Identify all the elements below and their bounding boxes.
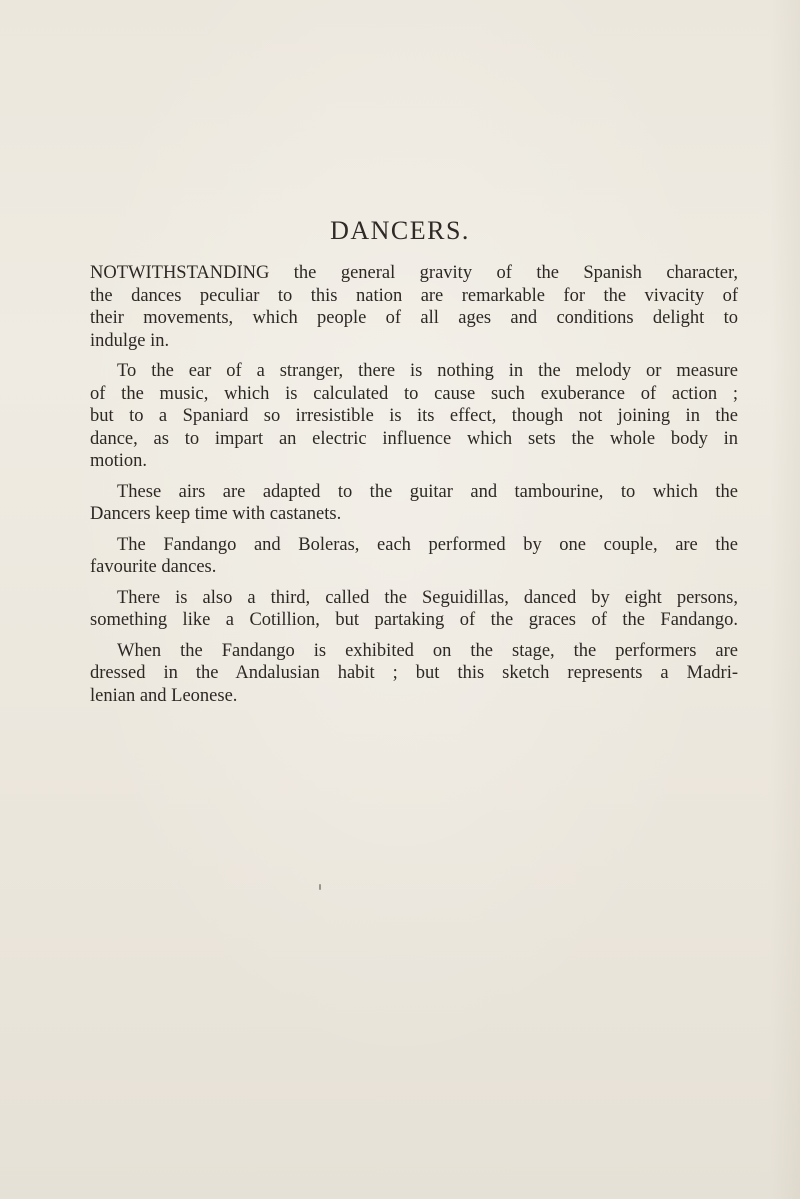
text-line: their movements, which people of all ages and conditions delight to (90, 308, 738, 328)
text-line: motion. (90, 451, 148, 471)
paragraph-5 (90, 587, 738, 632)
paragraph-3 (90, 481, 738, 526)
text-line: Dancers keep time with castanets. (90, 504, 342, 524)
body-text (90, 262, 738, 715)
paragraph-6 (90, 640, 738, 708)
paragraph-2 (90, 360, 738, 473)
text-line: dressed in the Andalusian habit ; but this sketch represents a Madri- (90, 663, 738, 683)
text-line: These airs are adapted to the guitar and tambourine, to which the (117, 481, 738, 502)
text-line: To the ear of a stranger, there is nothing in the melody or measure (117, 361, 738, 381)
text-line: dance, as to impart an electric influence which sets the whole body in (90, 428, 738, 449)
text-line: of the music, which is calculated to cause such exuberance of action ; (90, 383, 738, 404)
text-line: When the Fandango is exhibited on the stage, the performers are (117, 640, 738, 661)
page-title: DANCERS. (330, 216, 470, 245)
text-line: The Fandango and Boleras, each performed by one couple, are the (117, 534, 738, 555)
text-line: favourite dances. (90, 557, 217, 577)
paragraph-1 (90, 262, 738, 352)
text-line: There is also a third, called the Seguidillas, danced by eight persons, (117, 587, 738, 608)
text-line: but to a Spaniard so irresistible is its effect, though not joining in the (90, 406, 738, 426)
text-line: indulge in. (90, 330, 170, 351)
text-line: NOTWITHSTANDING the general gravity of the Spanish character, (90, 263, 738, 283)
paper-speck (319, 884, 321, 890)
page-edge-shading (770, 0, 800, 1199)
text-line: the dances peculiar to this nation are remarkable for the vivacity of (90, 285, 738, 306)
text-line: lenian and Leonese. (90, 685, 238, 706)
paragraph-4 (90, 534, 738, 579)
text-line: something like a Cotillion, but partaking of the graces of the Fandango. (90, 610, 738, 630)
